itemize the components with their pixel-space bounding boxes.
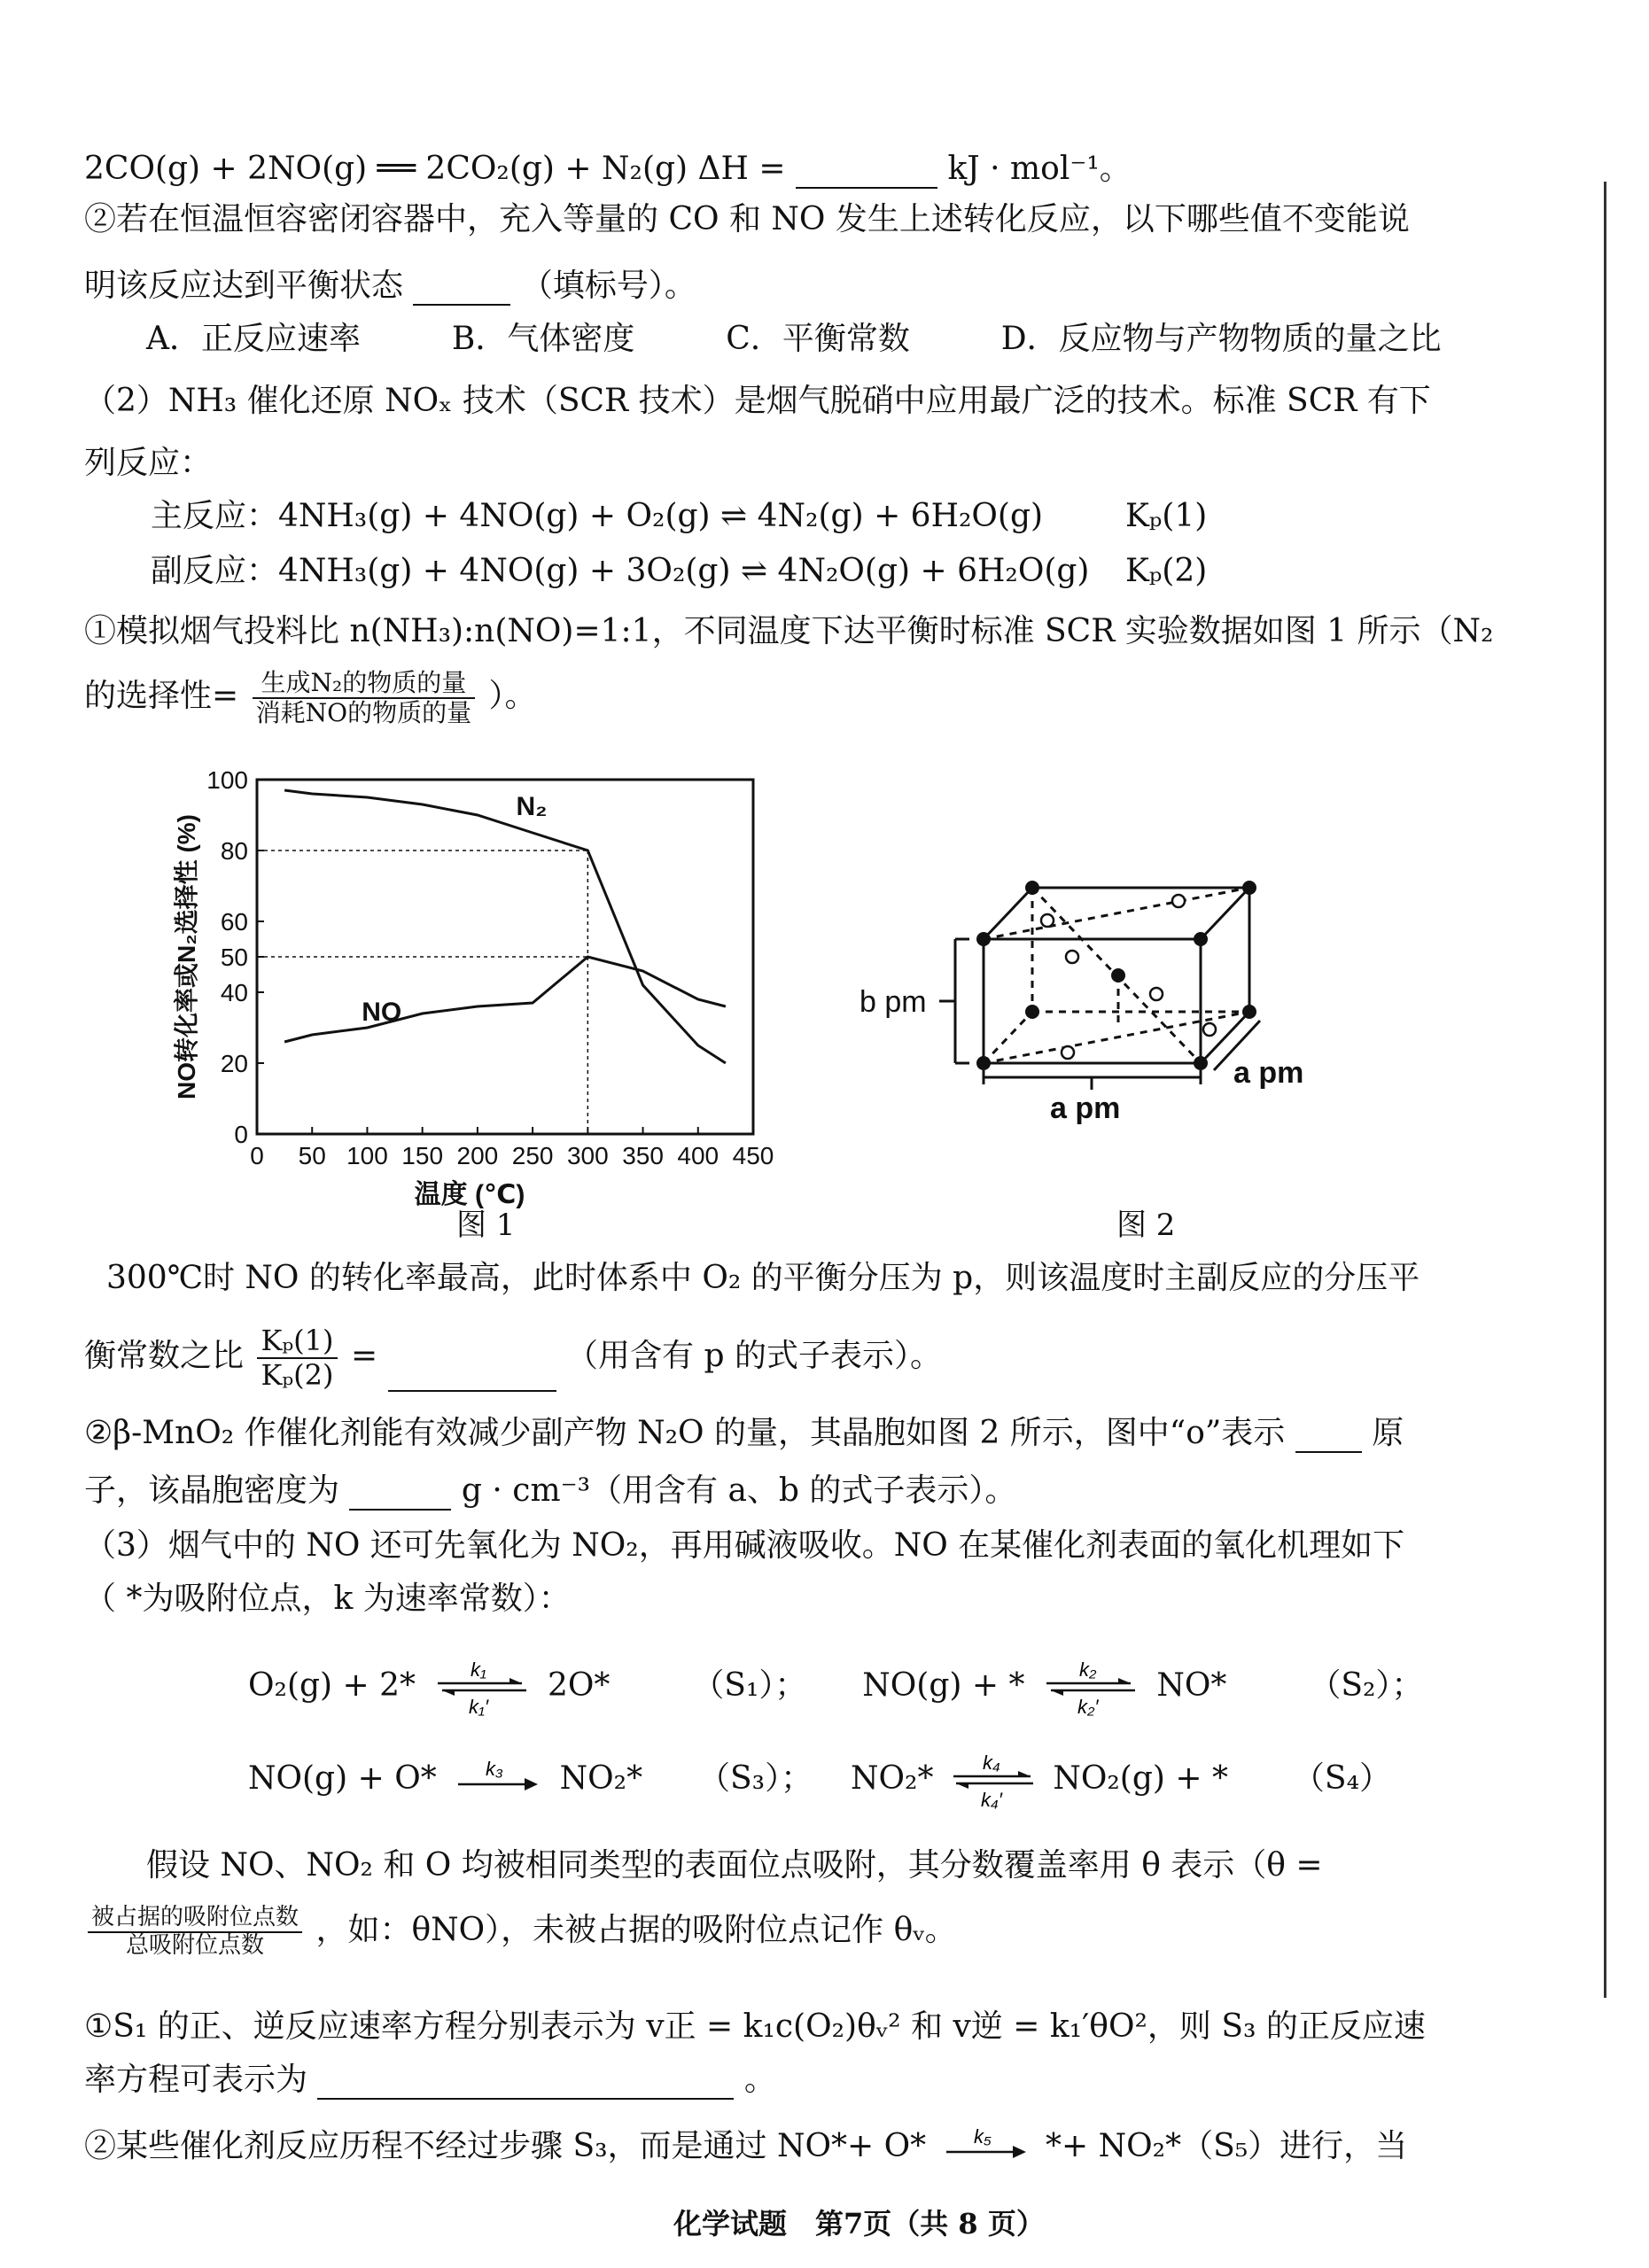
text-segment: （用含有 p 的式子表示）。 bbox=[566, 1337, 942, 1374]
figure-2-crystal-cell bbox=[851, 850, 1329, 1169]
step-tag: （S₂）； bbox=[1309, 1667, 1424, 1704]
y-tick-label: 80 bbox=[220, 837, 248, 865]
x-tick-label: 250 bbox=[511, 1142, 554, 1169]
reversible-arrow-icon bbox=[1042, 1657, 1140, 1719]
x-tick-label: 0 bbox=[250, 1142, 264, 1169]
text-segment: 率方程可表示为 bbox=[84, 2062, 308, 2098]
step-s3-s4 bbox=[248, 1750, 1391, 1812]
reversible-arrow-icon bbox=[949, 1750, 1038, 1812]
text-segment: 子，该晶胞密度为 bbox=[84, 1472, 340, 1509]
answer-blank-density[interactable] bbox=[349, 1475, 451, 1511]
figure-1-chart bbox=[159, 762, 780, 1214]
series-label-no: NO bbox=[362, 998, 402, 1027]
question-line-2: ②若在恒温恒容密闭容器中，充入等量的 CO 和 NO 发生上述转化反应，以下哪些值不变能说 bbox=[84, 201, 1410, 237]
step-tag: （S₁）； bbox=[692, 1667, 807, 1704]
fraction-numerator: 生成N₂的物质的量 bbox=[253, 669, 475, 699]
text-segment: 明该反应达到平衡状态 bbox=[84, 268, 404, 304]
selectivity-fraction bbox=[253, 669, 475, 727]
step-product: NO* bbox=[1156, 1667, 1227, 1704]
label-b-pm: b pm bbox=[860, 985, 927, 1019]
step-reactant: O₂(g) + 2* bbox=[248, 1667, 416, 1704]
option-a: A．正反应速率 bbox=[146, 321, 361, 357]
kp2-label: Kₚ(2) bbox=[1125, 553, 1208, 589]
fraction-numerator: Kₚ(1) bbox=[257, 1324, 337, 1359]
answer-blank-equilibrium[interactable] bbox=[413, 270, 510, 306]
option-c: C．平衡常数 bbox=[726, 321, 910, 357]
question-line-13 bbox=[84, 1413, 1404, 1453]
x-tick-label: 400 bbox=[677, 1142, 719, 1169]
question-line-21: ①S₁ 的正、逆反应速率方程分别表示为 v正 = k₁c(O₂)θᵥ² 和 v逆 = k₁′θO²，则 S₃ 的正反应速 bbox=[84, 2008, 1426, 2045]
side-reaction bbox=[151, 551, 1208, 591]
equation-co-no: 2CO(g) + 2NO(g) ══ 2CO₂(g) + N₂(g) ΔH = bbox=[84, 151, 786, 187]
y-tick-label: 50 bbox=[220, 944, 248, 971]
question-line-19: 假设 NO、NO₂ 和 O 均被相同类型的表面位点吸附，其分数覆盖率用 θ 表示（θ = bbox=[146, 1847, 1323, 1884]
x-tick-label: 300 bbox=[566, 1142, 609, 1169]
figure-2-caption: 图 2 bbox=[1116, 1208, 1176, 1243]
step-product: 2O* bbox=[547, 1667, 611, 1704]
forward-arrow-icon bbox=[454, 1754, 542, 1807]
forward-arrow-icon bbox=[942, 2122, 1031, 2175]
x-tick-label: 150 bbox=[401, 1142, 444, 1169]
k2-label: k₂ bbox=[1078, 1658, 1097, 1681]
y-tick-label: 40 bbox=[220, 979, 248, 1006]
k1-reverse-label: k₁′ bbox=[468, 1696, 488, 1718]
fraction-denominator: 消耗NO的物质的量 bbox=[255, 698, 472, 728]
question-line-16: （ *为吸附位点，k 为速率常数）： bbox=[84, 1581, 571, 1617]
text-segment: = bbox=[350, 1337, 378, 1374]
step-product: NO₂* bbox=[559, 1760, 643, 1797]
text-segment: *+ NO₂*（S₅）进行，当 bbox=[1046, 2128, 1408, 2164]
k1-label: k₁ bbox=[470, 1658, 486, 1681]
step-reactant: NO₂* bbox=[851, 1760, 934, 1797]
question-line-10 bbox=[84, 669, 537, 727]
kp-ratio-fraction bbox=[257, 1324, 337, 1392]
text-segment: ）。 bbox=[488, 678, 537, 715]
k4-label: k₄ bbox=[982, 1751, 1000, 1774]
answer-blank-atom[interactable] bbox=[1295, 1418, 1362, 1453]
y-axis-label: NO转化率或N₂选择性 (%) bbox=[173, 814, 200, 1099]
y-tick-label: 60 bbox=[220, 908, 248, 936]
text-segment: 衡常数之比 bbox=[84, 1337, 245, 1374]
k5-label: k₅ bbox=[973, 2125, 992, 2148]
question-line-12 bbox=[84, 1324, 942, 1392]
answer-blank-rate-equation[interactable] bbox=[317, 2064, 734, 2100]
x-axis-label: 温度 (℃) bbox=[414, 1180, 525, 1209]
question-line-15: （3）烟气中的 NO 还可先氧化为 NO₂，再用碱液吸收。NO 在某催化剂表面的氧化机理如下 bbox=[84, 1527, 1405, 1564]
k2-reverse-label: k₂′ bbox=[1077, 1696, 1099, 1718]
x-tick-label: 450 bbox=[732, 1142, 774, 1169]
question-line-23 bbox=[84, 2122, 1407, 2175]
label-a-pm-side: a pm bbox=[1233, 1056, 1304, 1090]
series-line-no bbox=[284, 957, 726, 1042]
series-label-n2: N₂ bbox=[516, 792, 548, 821]
question-line-22 bbox=[84, 2060, 776, 2100]
question-line-1 bbox=[84, 149, 1132, 189]
reversible-arrow-icon bbox=[433, 1657, 531, 1719]
question-line-3 bbox=[84, 266, 696, 306]
text-segment: 原 bbox=[1372, 1415, 1404, 1451]
x-tick-label: 50 bbox=[298, 1142, 326, 1169]
text-segment: 。 bbox=[743, 2062, 776, 2098]
text-segment: ，如：θNO），未被占据的吸附位点记作 θᵥ。 bbox=[315, 1911, 957, 1948]
answer-blank-kp-ratio[interactable] bbox=[388, 1356, 556, 1392]
step-s1 bbox=[248, 1657, 1423, 1719]
text-segment: 的选择性= bbox=[84, 678, 239, 715]
main-reaction bbox=[151, 496, 1208, 536]
unit-text: kJ · mol⁻¹。 bbox=[947, 151, 1132, 187]
reaction-text: 主反应：4NH₃(g) + 4NO(g) + O₂(g) ⇌ 4N₂(g) + 6H₂O(g) bbox=[151, 498, 1044, 534]
fraction-denominator: Kₚ(2) bbox=[261, 1357, 334, 1392]
fraction-numerator: 被占据的吸附位点数 bbox=[88, 1905, 302, 1933]
page-edge-bar bbox=[1604, 182, 1606, 1998]
fraction-denominator: 总吸附位点数 bbox=[126, 1931, 265, 1959]
x-tick-label: 350 bbox=[622, 1142, 664, 1169]
label-a-pm-bottom: a pm bbox=[1050, 1091, 1121, 1125]
text-segment: ②β-MnO₂ 作催化剂能有效减少副产物 N₂O 的量，其晶胞如图 2 所示，图中“o”表示 bbox=[84, 1415, 1286, 1451]
text-segment: g · cm⁻³（用含有 a、b 的式子表示）。 bbox=[461, 1472, 1017, 1509]
kp1-label: Kₚ(1) bbox=[1125, 498, 1208, 534]
option-b: B．气体密度 bbox=[451, 321, 635, 357]
series-line-n2 bbox=[284, 790, 726, 1063]
step-reactant: NO(g) + * bbox=[862, 1667, 1025, 1704]
step-reactant: NO(g) + O* bbox=[248, 1760, 437, 1797]
question-line-20 bbox=[84, 1905, 957, 1960]
y-tick-label: 0 bbox=[234, 1121, 248, 1148]
step-tag: （S₃）； bbox=[697, 1760, 813, 1797]
step-product: NO₂(g) + * bbox=[1053, 1760, 1228, 1797]
reaction-text: 副反应：4NH₃(g) + 4NO(g) + 3O₂(g) ⇌ 4N₂O(g) + 6H₂O(g) bbox=[151, 553, 1090, 589]
k4-reverse-label: k₄′ bbox=[980, 1789, 1002, 1811]
answer-blank-dh[interactable] bbox=[796, 153, 937, 189]
question-line-14 bbox=[84, 1471, 1016, 1511]
text-segment: （填标号）。 bbox=[520, 268, 696, 304]
x-tick-label: 200 bbox=[456, 1142, 499, 1169]
y-tick-label: 100 bbox=[206, 766, 248, 794]
coverage-fraction bbox=[88, 1905, 302, 1960]
figure-1-caption: 图 1 bbox=[456, 1208, 516, 1243]
question-line-5: （2）NH₃ 催化还原 NOₓ 技术（SCR 技术）是烟气脱硝中应用最广泛的技术。标准 SCR 有下 bbox=[84, 383, 1431, 419]
x-tick-label: 100 bbox=[346, 1142, 388, 1169]
question-line-11: 300℃时 NO 的转化率最高，此时体系中 O₂ 的平衡分压为 p，则该温度时主副反应的分压平 bbox=[106, 1260, 1420, 1296]
step-tag: （S₄） bbox=[1292, 1760, 1392, 1797]
k3-label: k₃ bbox=[486, 1758, 503, 1780]
question-line-6: 列反应： bbox=[84, 445, 213, 481]
page-footer: 化学试题 第7页（共 8 页） bbox=[673, 2207, 1045, 2241]
options-row bbox=[146, 319, 1442, 359]
text-segment: ②某些催化剂反应历程不经过步骤 S₃，而是通过 NO*+ O* bbox=[84, 2128, 927, 2164]
y-tick-label: 20 bbox=[220, 1050, 248, 1077]
option-d: D．反应物与产物物质的量之比 bbox=[1000, 321, 1442, 357]
question-line-9: ①模拟烟气投料比 n(NH₃):n(NO)=1:1，不同温度下达平衡时标准 SCR 实验数据如图 1 所示（N₂ bbox=[84, 613, 1494, 649]
